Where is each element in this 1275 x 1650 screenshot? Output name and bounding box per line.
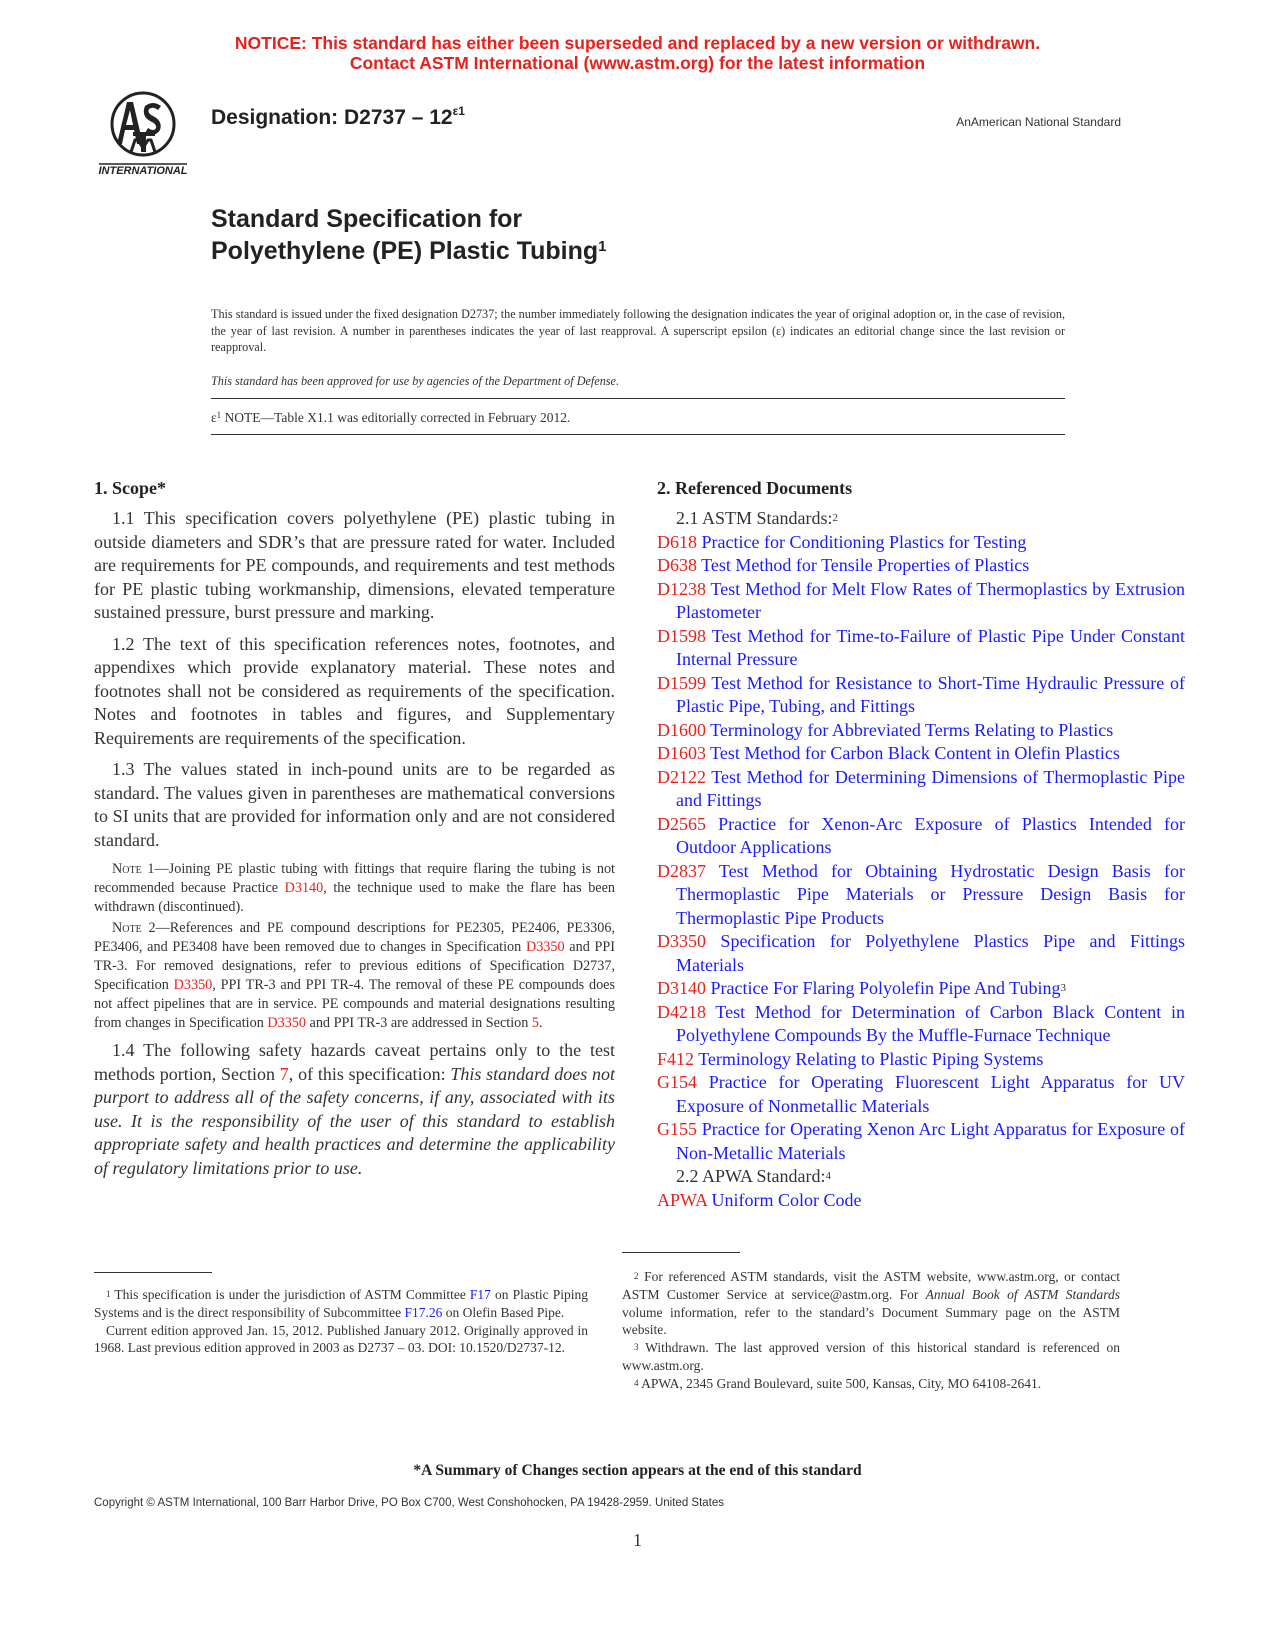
reference-title-link[interactable]: Test Method for Determination of Carbon Black Content in Polyethylene Compounds By the Muffle-Furnace Technique xyxy=(676,1001,1185,1045)
header-rule-bottom xyxy=(211,434,1065,435)
footnote-3 xyxy=(622,1339,1120,1375)
reference-item xyxy=(657,1001,1185,1048)
footnote-1 xyxy=(94,1286,588,1322)
page-number: 1 xyxy=(633,1530,642,1550)
link-f17[interactable]: F17 xyxy=(469,1287,491,1302)
reference-title-link[interactable]: Terminology for Abbreviated Terms Relating to Plastics xyxy=(706,719,1114,740)
note-2-text-d: and PPI TR-3 are addressed in Section xyxy=(305,1015,532,1031)
footnote-rule-left xyxy=(94,1272,212,1273)
reference-title-link[interactable]: Practice for Conditioning Plastics for Testing xyxy=(697,531,1027,552)
reference-title-link[interactable]: Terminology Relating to Plastic Piping Systems xyxy=(694,1048,1044,1069)
reference-code-link[interactable]: F412 xyxy=(657,1048,695,1069)
scope-1-1: 1.1 This specification covers polyethylene (PE) plastic tubing in outside diameters and SDR’s that are pressure rated for water. Included are requirements for PE compounds, and requirements and test methods for PE plastic tubing workmanship, dimensions, elevated temperature sustained pressure, burst pressure and marking. xyxy=(94,508,615,622)
note-1-text-b: , the technique used to make the flare has been withdrawn (discontinued). xyxy=(94,880,615,915)
reference-title-link[interactable]: Test Method for Melt Flow Rates of Thermoplastics by Extrusion Plastometer xyxy=(676,578,1185,622)
reference-title-link[interactable]: Practice for Operating Fluorescent Light Apparatus for UV Exposure of Nonmetallic Materials xyxy=(676,1072,1185,1116)
reference-code-link[interactable]: D2837 xyxy=(657,860,706,881)
footnote-2 xyxy=(622,1268,1120,1339)
reference-item xyxy=(657,1071,1185,1118)
footnote-rule-right xyxy=(622,1252,740,1253)
reference-title-link[interactable]: Test Method for Carbon Black Content in Olefin Plastics xyxy=(706,743,1120,763)
note-1 xyxy=(94,860,615,917)
designation-epsilon: ε1 xyxy=(452,104,465,118)
reference-list xyxy=(657,531,1185,1166)
note-2-text-c: , PPI TR-3 and PPI TR-4. The removal of these PE compounds does not affect pipelines that are in service. PE compounds and material designations resulting from changes in Specification xyxy=(94,977,616,1031)
reference-code-link[interactable]: D3140 xyxy=(657,978,706,998)
reference-item xyxy=(657,1048,1185,1072)
reference-code-link[interactable]: D1599 xyxy=(657,672,706,693)
footnote-1-text-c: on Olefin Based Pipe. xyxy=(442,1304,565,1320)
note-2-text-b: and PPI TR-3. For removed designations, refer to previous editions of Specification D2737, Specification xyxy=(94,939,615,993)
scope-1-2: 1.2 The text of this specification references notes, footnotes, and appendixes which provide explanatory material. These notes and footnotes shall not be considered as requirements of the specification. Notes and footnotes in tables and figures, and Supplementary Requirements are requirements of the specification. xyxy=(94,633,615,748)
reference-title-link[interactable]: Test Method for Obtaining Hydrostatic Design Basis for Thermoplastic Pipe Materials or Pressure Design Basis for Thermoplastic Pipe Products xyxy=(676,860,1185,928)
reference-item xyxy=(657,860,1185,931)
apwa-standard-subheading xyxy=(657,1165,1185,1189)
safety-caveat: This standard does not purport to address all of the safety concerns, if any, associated with its use. It is the responsibility of the user of this standard to establish appropriate safety and health practices and determine the applicability of regulatory limitations prior to use. xyxy=(94,1063,616,1178)
reference-title-link[interactable]: Test Method for Time-to-Failure of Plastic Pipe Under Constant Internal Pressure xyxy=(676,625,1185,669)
astm-logo xyxy=(93,88,193,178)
reference-code-link[interactable]: G155 xyxy=(657,1119,697,1139)
link-d3350[interactable]: D3350 xyxy=(267,1015,306,1031)
note-1-text-a: 1—Joining PE plastic tubing with fittings that require flaring the tubing is not recommended because Practice xyxy=(94,861,615,896)
title-line-2 xyxy=(211,235,606,267)
reference-code-link[interactable]: D3350 xyxy=(657,931,706,951)
document-title xyxy=(211,203,606,267)
link-d3350[interactable]: D3350 xyxy=(525,939,565,955)
scope-heading: 1. Scope* xyxy=(94,478,166,498)
withdrawn-notice xyxy=(0,33,1275,73)
scope-1-4 xyxy=(94,1039,615,1180)
designation xyxy=(211,106,465,130)
astm-standards-subheading xyxy=(657,507,1185,531)
reference-item xyxy=(657,672,1185,719)
right-column xyxy=(657,477,1185,1212)
footnote-1-text-b: on Plastic Piping Systems and is the direct responsibility of Subcommittee xyxy=(94,1287,588,1320)
reference-item xyxy=(657,813,1185,860)
reference-title-link[interactable]: Practice for Xenon-Arc Exposure of Plastics Intended for Outdoor Applications xyxy=(676,813,1185,857)
footnote-2-italic: Annual Book of ASTM Standards xyxy=(925,1286,1120,1302)
reference-apwa-code[interactable]: APWA xyxy=(657,1189,708,1210)
astm-standards-sup: 2 xyxy=(832,512,839,524)
link-section-5[interactable]: 5 xyxy=(531,1015,539,1031)
epsilon-sup: 1 xyxy=(216,410,222,420)
reference-item xyxy=(657,766,1185,813)
footnote-4-mark: 4 xyxy=(634,1377,639,1388)
note-2 xyxy=(94,919,615,1033)
scope-1-4-text-b: , of this specification: xyxy=(288,1063,451,1084)
footnotes-right xyxy=(622,1268,1120,1393)
reference-code-link[interactable]: D618 xyxy=(657,531,697,552)
footnote-3-mark: 3 xyxy=(634,1342,639,1353)
header-rule-top xyxy=(211,398,1065,399)
reference-code-link[interactable]: D1238 xyxy=(657,578,706,599)
reference-item xyxy=(657,578,1185,625)
reference-apwa xyxy=(657,1189,1185,1213)
reference-item xyxy=(657,554,1185,578)
footnote-2-text-b: volume information, refer to the standard’s Document Summary page on the ASTM website. xyxy=(622,1304,1120,1338)
reference-item xyxy=(657,977,1185,1001)
reference-code-link[interactable]: G154 xyxy=(657,1072,697,1092)
footnote-1-mark: 1 xyxy=(106,1289,111,1299)
reference-item xyxy=(657,742,1185,766)
link-d3350[interactable]: D3350 xyxy=(173,977,213,993)
left-column xyxy=(94,477,615,1188)
reference-apwa-title[interactable]: Uniform Color Code xyxy=(707,1189,862,1210)
reference-item xyxy=(657,625,1185,672)
scope-1-4-text-a: 1.4 The following safety hazards caveat pertains only to the test methods portion, Section xyxy=(94,1040,615,1084)
astm-standards-label: 2.1 ASTM Standards: xyxy=(676,508,833,528)
footnote-2-mark: 2 xyxy=(634,1271,639,1281)
epsilon-note xyxy=(211,410,570,426)
apwa-standard-sup: 4 xyxy=(825,1170,832,1182)
reference-item xyxy=(657,930,1185,977)
footnote-4-text: APWA, 2345 Grand Boulevard, suite 500, Kansas, City, MO 64108-2641. xyxy=(638,1375,1042,1391)
reference-title-link[interactable]: Test Method for Determining Dimensions of Thermoplastic Pipe and Fittings xyxy=(676,766,1185,810)
reference-title-link[interactable]: Test Method for Tensile Properties of Plastics xyxy=(697,555,1030,575)
reference-code-link[interactable]: D1603 xyxy=(657,743,706,763)
reference-title-link[interactable]: Specification for Polyethylene Plastics Pipe and Fittings Materials xyxy=(676,931,1185,975)
note-1-label: Note xyxy=(112,861,142,877)
dod-approval: This standard has been approved for use by agencies of the Department of Defense. xyxy=(211,374,619,388)
reference-code-link[interactable]: D2122 xyxy=(657,766,706,787)
reference-code-link[interactable]: D1600 xyxy=(657,719,706,740)
notice-line-2: Contact ASTM International (www.astm.org) for the latest information xyxy=(349,53,926,73)
notice-line-1: NOTICE: This standard has either been superseded and replaced by a new version or withdrawn. xyxy=(234,33,1041,53)
footnotes-left xyxy=(94,1286,588,1357)
note-2-text-e: . xyxy=(538,1015,543,1031)
references-heading: 2. Referenced Documents xyxy=(657,478,853,498)
title-line-1: Standard Specification for xyxy=(211,205,523,233)
scope-1-3: 1.3 The values stated in inch-pound units are to be regarded as standard. The values given in parentheses are mathematical conversions to SI units that are provided for information only and are not considered standard. xyxy=(94,759,615,850)
reference-code-link[interactable]: D638 xyxy=(657,555,697,575)
logo-text: INTERNATIONAL xyxy=(98,165,188,177)
issued-paragraph: This standard is issued under the fixed designation D2737; the number immediately following the designation indicates the year of original adoption or, in the case of revision, the year of last revision. A number in parentheses indicates the year of last reapproval. A superscript epsilon (ε) indicates an editorial change since the last revision or reapproval. xyxy=(211,307,1065,354)
summary-of-changes-note: *A Summary of Changes section appears at the end of this standard xyxy=(413,1462,862,1479)
reference-item xyxy=(657,1118,1185,1165)
astm-logo-icon xyxy=(93,88,193,178)
reference-title-link[interactable]: Practice For Flaring Polyolefin Pipe And Tubing xyxy=(706,978,1061,998)
designation-text: Designation: D2737 – 12 xyxy=(211,106,453,129)
footnote-1-edition: Current edition approved Jan. 15, 2012. Published January 2012. Originally approved in 1968. Last previous edition approved in 2003 as D2737 – 03. DOI: 10.1520/D2737-12. xyxy=(94,1322,588,1356)
reference-code-link[interactable]: D2565 xyxy=(657,813,706,834)
link-f17-26[interactable]: F17.26 xyxy=(404,1304,443,1320)
footnote-1-text-a: This specification is under the jurisdiction of ASTM Committee xyxy=(110,1287,470,1302)
note-2-label: Note xyxy=(112,920,142,936)
reference-item xyxy=(657,531,1185,555)
footnote-3-text: Withdrawn. The last approved version of this historical standard is referenced on www.astm.org. xyxy=(622,1340,1120,1373)
epsilon-note-text: NOTE—Table X1.1 was editorially corrected in February 2012. xyxy=(221,410,571,425)
footnote-4 xyxy=(622,1375,1120,1393)
american-national-standard-label: AnAmerican National Standard xyxy=(956,115,1121,129)
copyright-line: Copyright © ASTM International, 100 Barr Harbor Drive, PO Box C700, West Conshohocken, PA 19428-2959. United States xyxy=(94,1497,725,1509)
reference-title-link[interactable]: Practice for Operating Xenon Arc Light Apparatus for Exposure of Non-Metallic Materials xyxy=(676,1119,1185,1163)
title-line-2-text: Polyethylene (PE) Plastic Tubing xyxy=(211,237,599,265)
reference-code-link[interactable]: D4218 xyxy=(657,1001,706,1022)
reference-code-link[interactable]: D1598 xyxy=(657,625,706,646)
footnote-2-text-a: For referenced ASTM standards, visit the ASTM website, www.astm.org, or contact ASTM Customer Service at service@astm.org. For xyxy=(622,1269,1120,1302)
note-2-text-a: 2—References and PE compound descriptions for PE2305, PE2406, PE3306, PE3406, and PE3408 have been removed due to changes in Specification xyxy=(94,920,615,955)
title-footnote-mark: 1 xyxy=(598,238,607,255)
link-d3140[interactable]: D3140 xyxy=(284,880,324,896)
link-section-7[interactable]: 7 xyxy=(279,1063,289,1084)
reference-item xyxy=(657,719,1185,743)
apwa-standard-label: 2.2 APWA Standard: xyxy=(676,1166,826,1186)
reference-title-link[interactable]: Test Method for Resistance to Short-Time Hydraulic Pressure of Plastic Pipe, Tubing, and Fittings xyxy=(676,672,1185,716)
reference-footnote-mark: 3 xyxy=(1060,982,1067,994)
epsilon-mark: ε xyxy=(211,410,217,425)
